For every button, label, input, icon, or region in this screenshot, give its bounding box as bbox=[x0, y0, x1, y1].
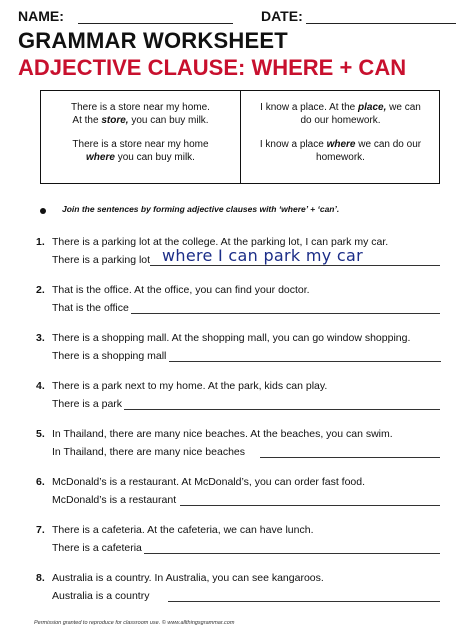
answer-start: There is a parking lot bbox=[52, 254, 151, 266]
question-prompt: There is a shopping mall. At the shopping mall, you can go window shopping. bbox=[52, 332, 411, 344]
answer-start: McDonald’s is a restaurant bbox=[52, 494, 177, 506]
example-text: we can bbox=[386, 102, 421, 113]
header-row bbox=[18, 8, 456, 28]
question-prompt: In Thailand, there are many nice beaches. At the beaches, you can swim. bbox=[52, 428, 393, 440]
example-text: homework. bbox=[316, 152, 365, 163]
answer-line[interactable] bbox=[131, 313, 440, 314]
example-right-separate bbox=[249, 101, 432, 127]
question-number: 4. bbox=[36, 380, 45, 392]
question-prompt: There is a cafeteria. At the cafeteria, we can have lunch. bbox=[52, 524, 314, 536]
question-prompt: McDonald’s is a restaurant. At McDonald’s, you can order fast food. bbox=[52, 476, 366, 488]
example-keyword: place, bbox=[358, 102, 387, 113]
answer-line[interactable] bbox=[150, 265, 440, 266]
answer-start: In Thailand, there are many nice beaches bbox=[52, 446, 246, 458]
name-field[interactable] bbox=[78, 23, 233, 24]
question-number: 3. bbox=[36, 332, 45, 344]
question-number: 2. bbox=[36, 284, 45, 296]
answer-line[interactable] bbox=[168, 601, 440, 602]
example-left-combined bbox=[49, 138, 232, 164]
footer-permission: Permission granted to reproduce for classroom use. © www.allthingsgrammar.com bbox=[34, 620, 235, 626]
question-number: 8. bbox=[36, 572, 45, 584]
answer-start: Australia is a country bbox=[52, 590, 150, 602]
question-number: 6. bbox=[36, 476, 45, 488]
answer-line[interactable] bbox=[169, 361, 441, 362]
example-text: There is a store near my home bbox=[72, 139, 209, 150]
example-keyword: store, bbox=[101, 115, 129, 126]
question-prompt: Australia is a country. In Australia, you can see kangaroos. bbox=[52, 572, 324, 584]
answer-line[interactable] bbox=[260, 457, 440, 458]
worksheet-title: GRAMMAR WORKSHEET bbox=[18, 28, 288, 53]
example-right-combined bbox=[249, 138, 432, 164]
example-text: you can buy milk. bbox=[128, 115, 209, 126]
name-label: NAME: bbox=[18, 8, 64, 24]
example-text: There is a store near my home. bbox=[71, 102, 210, 113]
example-text: I know a place bbox=[259, 139, 327, 150]
answer-start: There is a cafeteria bbox=[52, 542, 142, 554]
worksheet-subtitle: ADJECTIVE CLAUSE: WHERE + CAN bbox=[18, 55, 407, 80]
date-label: DATE: bbox=[261, 8, 303, 24]
question-number: 5. bbox=[36, 428, 45, 440]
question-prompt: There is a park next to my home. At the park, kids can play. bbox=[52, 380, 328, 392]
instruction: Join the sentences by forming adjective clauses with ‘where’ + ‘can’. bbox=[62, 204, 340, 214]
bullet-icon bbox=[40, 208, 46, 214]
example-text: we can do our bbox=[355, 139, 422, 150]
question-number: 7. bbox=[36, 524, 45, 536]
answer-line[interactable] bbox=[124, 409, 440, 410]
example-text: At the bbox=[72, 115, 102, 126]
example-text: do our homework. bbox=[300, 115, 381, 126]
answer-line[interactable] bbox=[180, 505, 440, 506]
example-text: I know a place. At the bbox=[260, 102, 358, 113]
examples-left bbox=[41, 91, 240, 183]
answer-start: There is a park bbox=[52, 398, 123, 410]
example-keyword: where bbox=[86, 152, 115, 163]
question-prompt: There is a parking lot at the college. At the parking lot, I can park my car. bbox=[52, 236, 389, 248]
answer-start: That is the office bbox=[52, 302, 129, 314]
example-left-separate bbox=[49, 101, 232, 127]
handwritten-answer: where I can park my car bbox=[162, 246, 363, 265]
question-number: 1. bbox=[36, 236, 45, 248]
question-prompt: That is the office. At the office, you can find your doctor. bbox=[52, 284, 310, 296]
answer-line[interactable] bbox=[144, 553, 440, 554]
example-keyword: where bbox=[326, 139, 356, 150]
date-field[interactable] bbox=[306, 23, 456, 24]
examples-box bbox=[40, 90, 440, 184]
answer-start: There is a shopping mall bbox=[52, 350, 167, 362]
examples-right bbox=[240, 91, 440, 183]
example-text: you can buy milk. bbox=[114, 152, 195, 163]
